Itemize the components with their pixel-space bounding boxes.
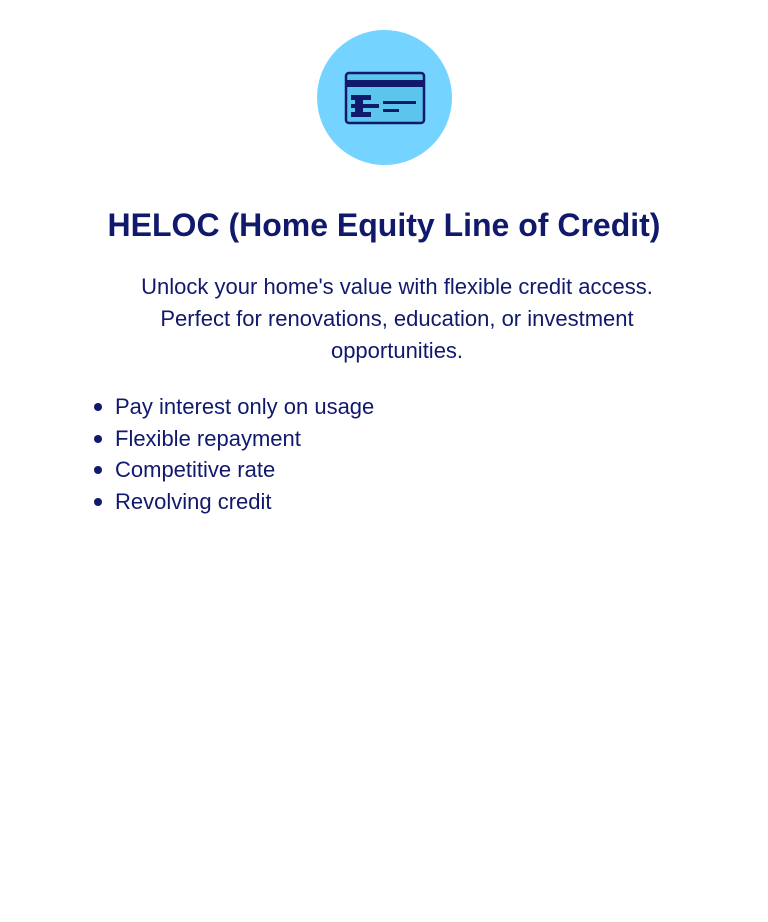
feature-label: Flexible repayment xyxy=(115,425,301,451)
feature-item xyxy=(92,486,512,518)
credit-card-icon xyxy=(343,70,427,126)
bullet-icon xyxy=(94,466,102,474)
feature-label: Competitive rate xyxy=(115,457,276,482)
credit-card-icon-circle xyxy=(317,30,452,165)
feature-item xyxy=(92,454,512,486)
product-title: HELOC (Home Equity Line of Credit) xyxy=(107,207,661,243)
feature-label: Revolving credit xyxy=(115,488,272,514)
bullet-icon xyxy=(94,403,102,411)
feature-label: Pay interest only on usage xyxy=(115,394,375,419)
feature-item xyxy=(92,423,512,455)
feature-item xyxy=(92,391,512,423)
bullet-icon xyxy=(94,498,102,506)
feature-list xyxy=(92,391,512,517)
bullet-icon xyxy=(94,435,102,443)
product-description: Unlock your home's value with flexible credit access. Perfect for renovations, education, or investment opportunities. xyxy=(141,274,653,363)
